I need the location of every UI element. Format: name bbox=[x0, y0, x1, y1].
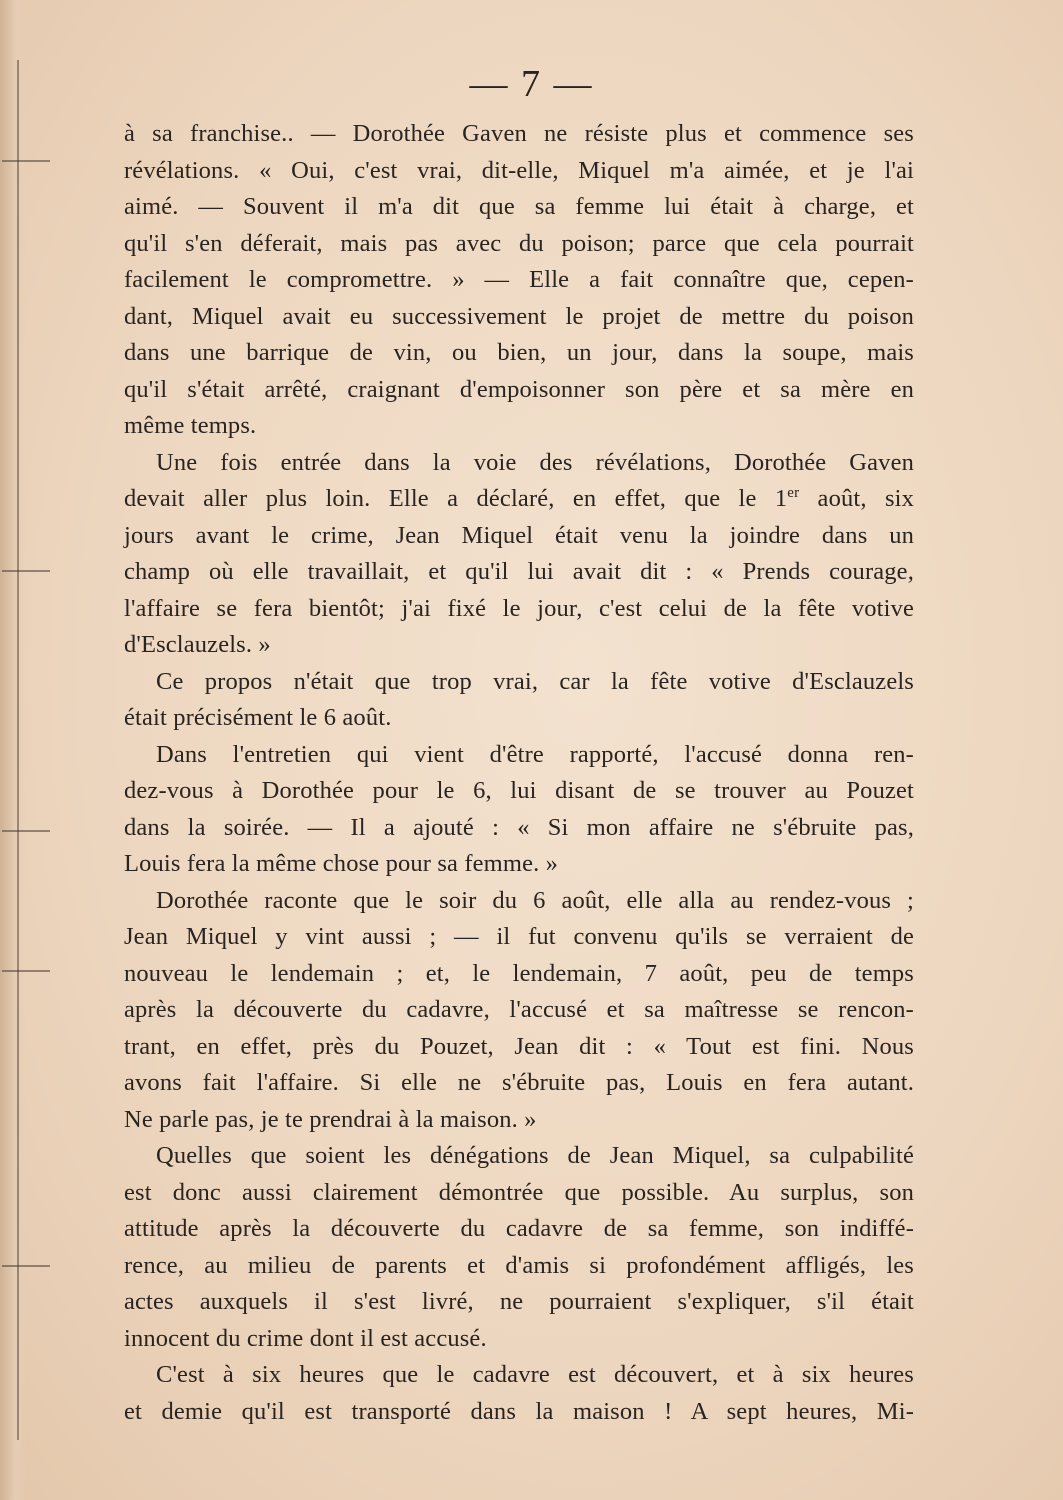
text-line: attitude après la découverte du cadavre de sa femme, son indiffé- bbox=[124, 1215, 914, 1242]
text-line: aimé. — Souvent il m'a dit que sa femme lui était à charge, et bbox=[124, 193, 914, 220]
text-line: Dorothée raconte que le soir du 6 août, elle alla au rendez-vous ; bbox=[156, 886, 914, 914]
binding-line bbox=[17, 60, 19, 1440]
text-line: dez-vous à Dorothée pour le 6, lui disant de se trouver au Pouzet bbox=[124, 777, 914, 804]
text-line: dans la soirée. — Il a ajouté : « Si mon affaire ne s'ébruite pas, bbox=[124, 813, 914, 841]
text-line: Une fois entrée dans la voie des révélations, Dorothée Gaven bbox=[156, 448, 914, 476]
text-line: Ce propos n'était que trop vrai, car la fête votive d'Esclauzels bbox=[156, 667, 914, 695]
text-line: Dans l'entretien qui vient d'être rapporté, l'accusé donna ren- bbox=[156, 740, 914, 768]
binding-stitch bbox=[2, 970, 50, 972]
text-line: qu'il s'était arrêté, craignant d'empoisonner son père et sa mère en bbox=[124, 375, 914, 403]
binding-edge bbox=[0, 0, 26, 1500]
text-line: rence, au milieu de parents et d'amis si profondément affligés, les bbox=[124, 1251, 914, 1279]
body-text bbox=[124, 116, 914, 1430]
text-line: innocent du crime dont il est accusé. bbox=[124, 1324, 487, 1352]
text-line: Quelles que soient les dénégations de Jean Miquel, sa culpabilité bbox=[156, 1142, 914, 1169]
text-line: jours avant le crime, Jean Miquel était venu la joindre dans un bbox=[124, 521, 914, 549]
text-line: dans une barrique de vin, ou bien, un jour, dans la soupe, mais bbox=[124, 339, 914, 366]
text-line: dant, Miquel avait eu successivement le projet de mettre du poison bbox=[124, 302, 914, 330]
text-line: Ne parle pas, je te prendrai à la maison. » bbox=[124, 1105, 537, 1133]
text-line: l'affaire se fera bientôt; j'ai fixé le jour, c'est celui de la fête votive bbox=[124, 594, 914, 622]
text-line: est donc aussi clairement démontrée que possible. Au surplus, son bbox=[124, 1178, 914, 1206]
text-line: Louis fera la même chose pour sa femme. » bbox=[124, 850, 559, 877]
binding-stitch bbox=[2, 160, 50, 162]
text-line: révélations. « Oui, c'est vrai, dit-elle, Miquel m'a aimée, et je l'ai bbox=[124, 156, 914, 184]
text-line: facilement le compromettre. » — Elle a fait connaître que, cepen- bbox=[124, 266, 914, 293]
text-line: Jean Miquel y vint aussi ; — il fut convenu qu'ils se verraient de bbox=[124, 923, 914, 950]
text-line: devait aller plus loin. Elle a déclaré, en effet, que le 1er août, six bbox=[124, 484, 914, 512]
text-line: C'est à six heures que le cadavre est découvert, et à six heures bbox=[156, 1361, 914, 1388]
page-number: — 7 — bbox=[469, 63, 594, 105]
text-line: avons fait l'affaire. Si elle ne s'ébruite pas, Louis en fera autant. bbox=[124, 1069, 914, 1096]
binding-stitch bbox=[2, 830, 50, 832]
text-line: même temps. bbox=[124, 412, 257, 439]
text-line: d'Esclauzels. » bbox=[124, 631, 271, 658]
text-line: à sa franchise.. — Dorothée Gaven ne résiste plus et commence ses bbox=[124, 120, 914, 147]
text-line: actes auxquels il s'est livré, ne pourraient s'expliquer, s'il était bbox=[124, 1288, 914, 1315]
text-line: nouveau le lendemain ; et, le lendemain, 7 août, peu de temps bbox=[124, 959, 914, 987]
text-line: trant, en effet, près du Pouzet, Jean dit : « Tout est fini. Nous bbox=[124, 1032, 914, 1060]
binding-stitch bbox=[2, 570, 50, 572]
binding-stitch bbox=[2, 1265, 50, 1267]
text-line: et demie qu'il est transporté dans la maison ! A sept heures, Mi- bbox=[124, 1397, 914, 1425]
text-line: était précisément le 6 août. bbox=[124, 704, 392, 731]
text-line: qu'il s'en déferait, mais pas avec du poison; parce que cela pourrait bbox=[124, 229, 914, 257]
text-line: champ où elle travaillait, et qu'il lui avait dit : « Prends courage, bbox=[124, 558, 914, 585]
text-line: après la découverte du cadavre, l'accusé et sa maîtresse se rencon- bbox=[124, 996, 914, 1023]
